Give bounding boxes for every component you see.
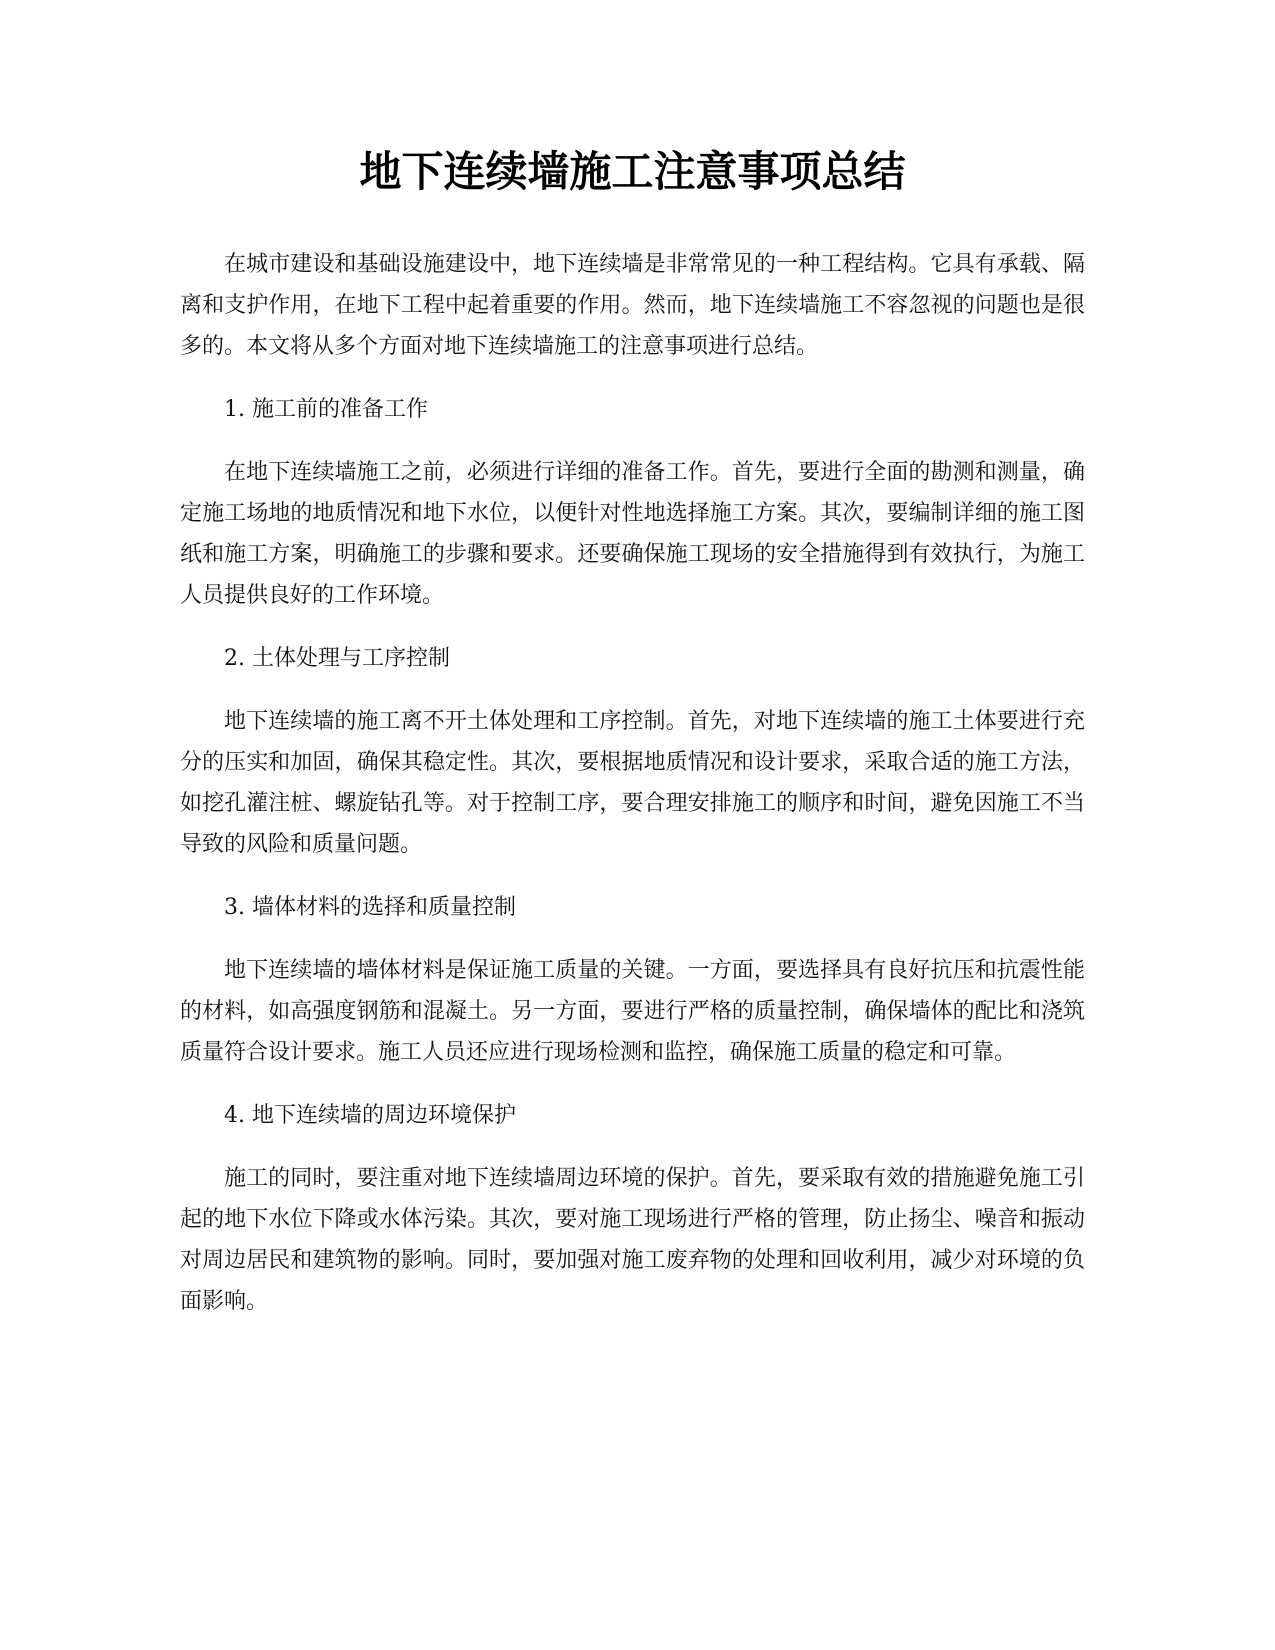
section-heading-1: 1. 施工前的准备工作 (224, 397, 428, 422)
section-heading-4: 4. 地下连续墙的周边环境保护 (224, 1103, 516, 1128)
section-heading-3: 3. 墙体材料的选择和质量控制 (224, 895, 516, 920)
document-title: 地下连续墙施工注意事项总结 (359, 147, 906, 196)
section-body-2: 地下连续墙的施工离不开土体处理和工序控制。首先，对地下连续墙的施工土体要进行充分的压实和加固，确保其稳定性。其次，要根据地质情况和设计要求，采取合适的施工方法，如挖孔灌注桩、螺旋钻孔等。对于控制工序，要合理安排施工的顺序和时间，避免因施工不当导致的风险和质量问题。 (180, 709, 1085, 857)
section-body-1: 在地下连续墙施工之前，必须进行详细的准备工作。首先，要进行全面的勘测和测量，确定施工场地的地质情况和地下水位，以便针对性地选择施工方案。其次，要编制详细的施工图纸和施工方案，明确施工的步骤和要求。还要确保施工现场的安全措施得到有效执行，为施工人员提供良好的工作环境。 (180, 460, 1085, 608)
section-body-4: 施工的同时，要注重对地下连续墙周边环境的保护。首先，要采取有效的措施避免施工引起的地下水位下降或水体污染。其次，要对施工现场进行严格的管理，防止扬尘、噪音和振动对周边居民和建筑物的影响。同时，要加强对施工废弃物的处理和回收利用，减少对环境的负面影响。 (180, 1166, 1085, 1314)
section-body-3: 地下连续墙的墙体材料是保证施工质量的关键。一方面，要选择具有良好抗压和抗震性能的材料，如高强度钢筋和混凝土。另一方面，要进行严格的质量控制，确保墙体的配比和浇筑质量符合设计要求。施工人员还应进行现场检测和监控，确保施工质量的稳定和可靠。 (180, 958, 1085, 1065)
intro-paragraph: 在城市建设和基础设施建设中，地下连续墙是非常常见的一种工程结构。它具有承载、隔离和支护作用，在地下工程中起着重要的作用。然而，地下连续墙施工不容忽视的问题也是很多的。本文将从多个方面对地下连续墙施工的注意事项进行总结。 (180, 252, 1085, 359)
document-page (180, 140, 1085, 1344)
section-heading-2: 2. 土体处理与工序控制 (224, 646, 450, 671)
